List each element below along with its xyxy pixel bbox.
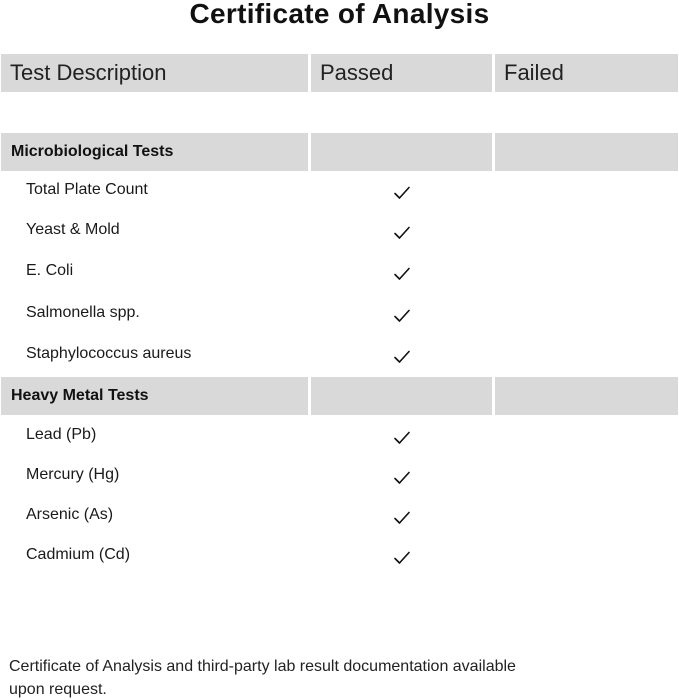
table-row	[0, 261, 679, 285]
column-header-test-description: Test Description	[1, 54, 308, 92]
test-name: E. Coli	[26, 262, 74, 279]
test-name: Salmonella spp.	[26, 304, 140, 321]
footnote: Certificate of Analysis and third-party lab result documentation available upon request.	[9, 658, 516, 698]
table-row	[0, 505, 679, 529]
section-passed-cell	[311, 377, 492, 415]
section-row-microbiological	[0, 133, 679, 171]
table-row	[0, 344, 679, 368]
table-row	[0, 303, 679, 327]
section-failed-cell	[495, 133, 678, 171]
checkmark-icon	[393, 348, 411, 366]
checkmark-icon	[393, 509, 411, 527]
section-row-heavy-metal	[0, 377, 679, 415]
table-row	[0, 545, 679, 569]
test-name: Mercury (Hg)	[26, 466, 120, 483]
test-name: Total Plate Count	[26, 181, 148, 198]
test-name: Staphylococcus aureus	[26, 345, 192, 362]
checkmark-icon	[393, 184, 411, 202]
test-name: Cadmium (Cd)	[26, 546, 131, 563]
table-header-row	[0, 54, 679, 92]
section-failed-cell	[495, 377, 678, 415]
test-name: Arsenic (As)	[26, 506, 114, 523]
table-row	[0, 425, 679, 449]
checkmark-icon	[393, 429, 411, 447]
test-name: Lead (Pb)	[26, 426, 97, 443]
column-header-failed: Failed	[495, 54, 678, 92]
checkmark-icon	[393, 265, 411, 283]
test-name: Yeast & Mold	[26, 221, 120, 238]
table-row	[0, 465, 679, 489]
section-title: Heavy Metal Tests	[1, 377, 308, 415]
section-title: Microbiological Tests	[1, 133, 308, 171]
table-row	[0, 180, 679, 204]
checkmark-icon	[393, 469, 411, 487]
column-header-passed: Passed	[311, 54, 492, 92]
checkmark-icon	[393, 224, 411, 242]
page-title: Certificate of Analysis	[189, 0, 490, 29]
checkmark-icon	[393, 549, 411, 567]
checkmark-icon	[393, 307, 411, 325]
table-row	[0, 220, 679, 244]
section-passed-cell	[311, 133, 492, 171]
